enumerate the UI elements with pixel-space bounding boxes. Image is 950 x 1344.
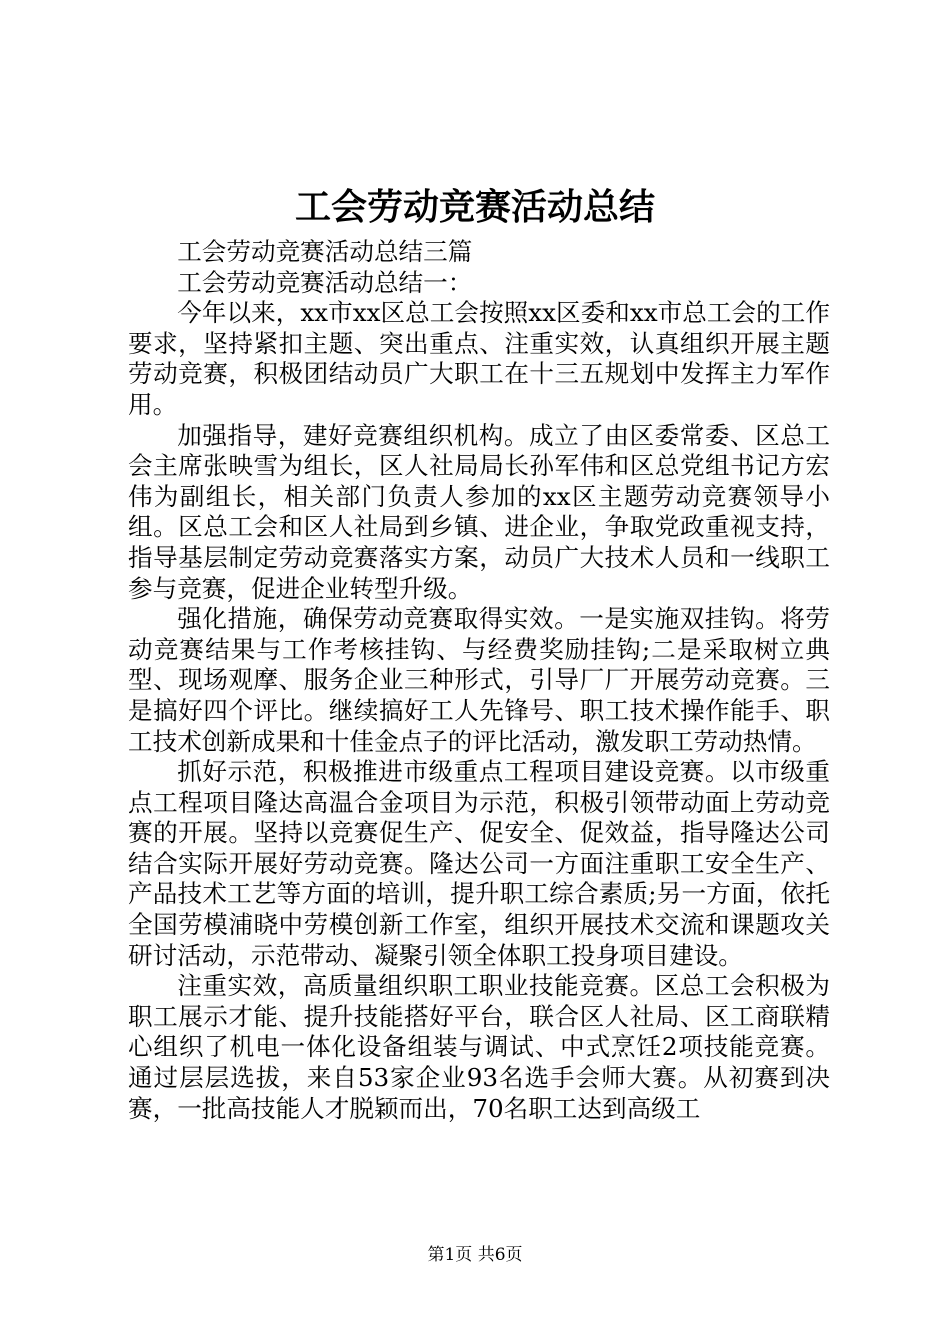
paragraph: 今年以来，xx市xx区总工会按照xx区委和xx市总工会的工作要求，坚持紧扣主题、突出重点、注重实效，认真组织开展主题劳动竞赛，积极团结动员广大职工在十三五规划中发挥主力军作用。 (128, 298, 830, 419)
document-title: 工会劳动竞赛活动总结 (294, 186, 655, 228)
paragraph: 加强指导，建好竞赛组织机构。成立了由区委常委、区总工会主席张映雪为组长，区人社局局长孙军伟和区总党组书记方宏伟为副组长，相关部门负责人参加的xx区主题劳动竞赛领导小组。区总工会和区人社局到乡镇、进企业，争取党政重视支持，指导基层制定劳动竞赛落实方案，动员广大技术人员和一线职工参与竞赛，促进企业转型升级。 (128, 420, 830, 603)
paragraph: 抓好示范，积极推进市级重点工程项目建设竞赛。以市级重点工程项目隆达高温合金项目为示范，积极引领带动面上劳动竞赛的开展。坚持以竞赛促生产、促安全、促效益，指导隆达公司结合实际开展好劳动竞赛。隆达公司一方面注重职工安全生产、产品技术工艺等方面的培训，提升职工综合素质;另一方面，依托全国劳模浦晓中劳模创新工作室，组织开展技术交流和课题攻关研讨活动，示范带动、凝聚引领全体职工投身项目建设。 (128, 757, 830, 970)
page-footer: 第1页 共6页 (427, 1245, 523, 1265)
paragraph: 工会劳动竞赛活动总结三篇 (177, 237, 473, 266)
paragraph: 强化措施，确保劳动竞赛取得实效。一是实施双挂钩。将劳动竞赛结果与工作考核挂钩、与经费奖励挂钩;二是采取树立典型、现场观摩、服务企业三种形式，引导厂厂开展劳动竞赛。三是搞好四个评比。继续搞好工人先锋号、职工技术操作能手、职工技术创新成果和十佳金点子的评比活动，激发职工劳动热情。 (128, 604, 830, 756)
paragraph: 注重实效，高质量组织职工职业技能竞赛。区总工会积极为职工展示才能、提升技能搭好平台，联合区人社局、区工商联精心组织了机电一体化设备组装与调试、中式烹饪2项技能竞赛。通过层层选拔，来自53家企业93名选手会师大赛。从初赛到决赛，一批高技能人才脱颖而出，70名职工达到高级工 (128, 971, 830, 1123)
paragraph: 工会劳动竞赛活动总结一： (177, 267, 473, 297)
document-body (128, 237, 830, 1124)
